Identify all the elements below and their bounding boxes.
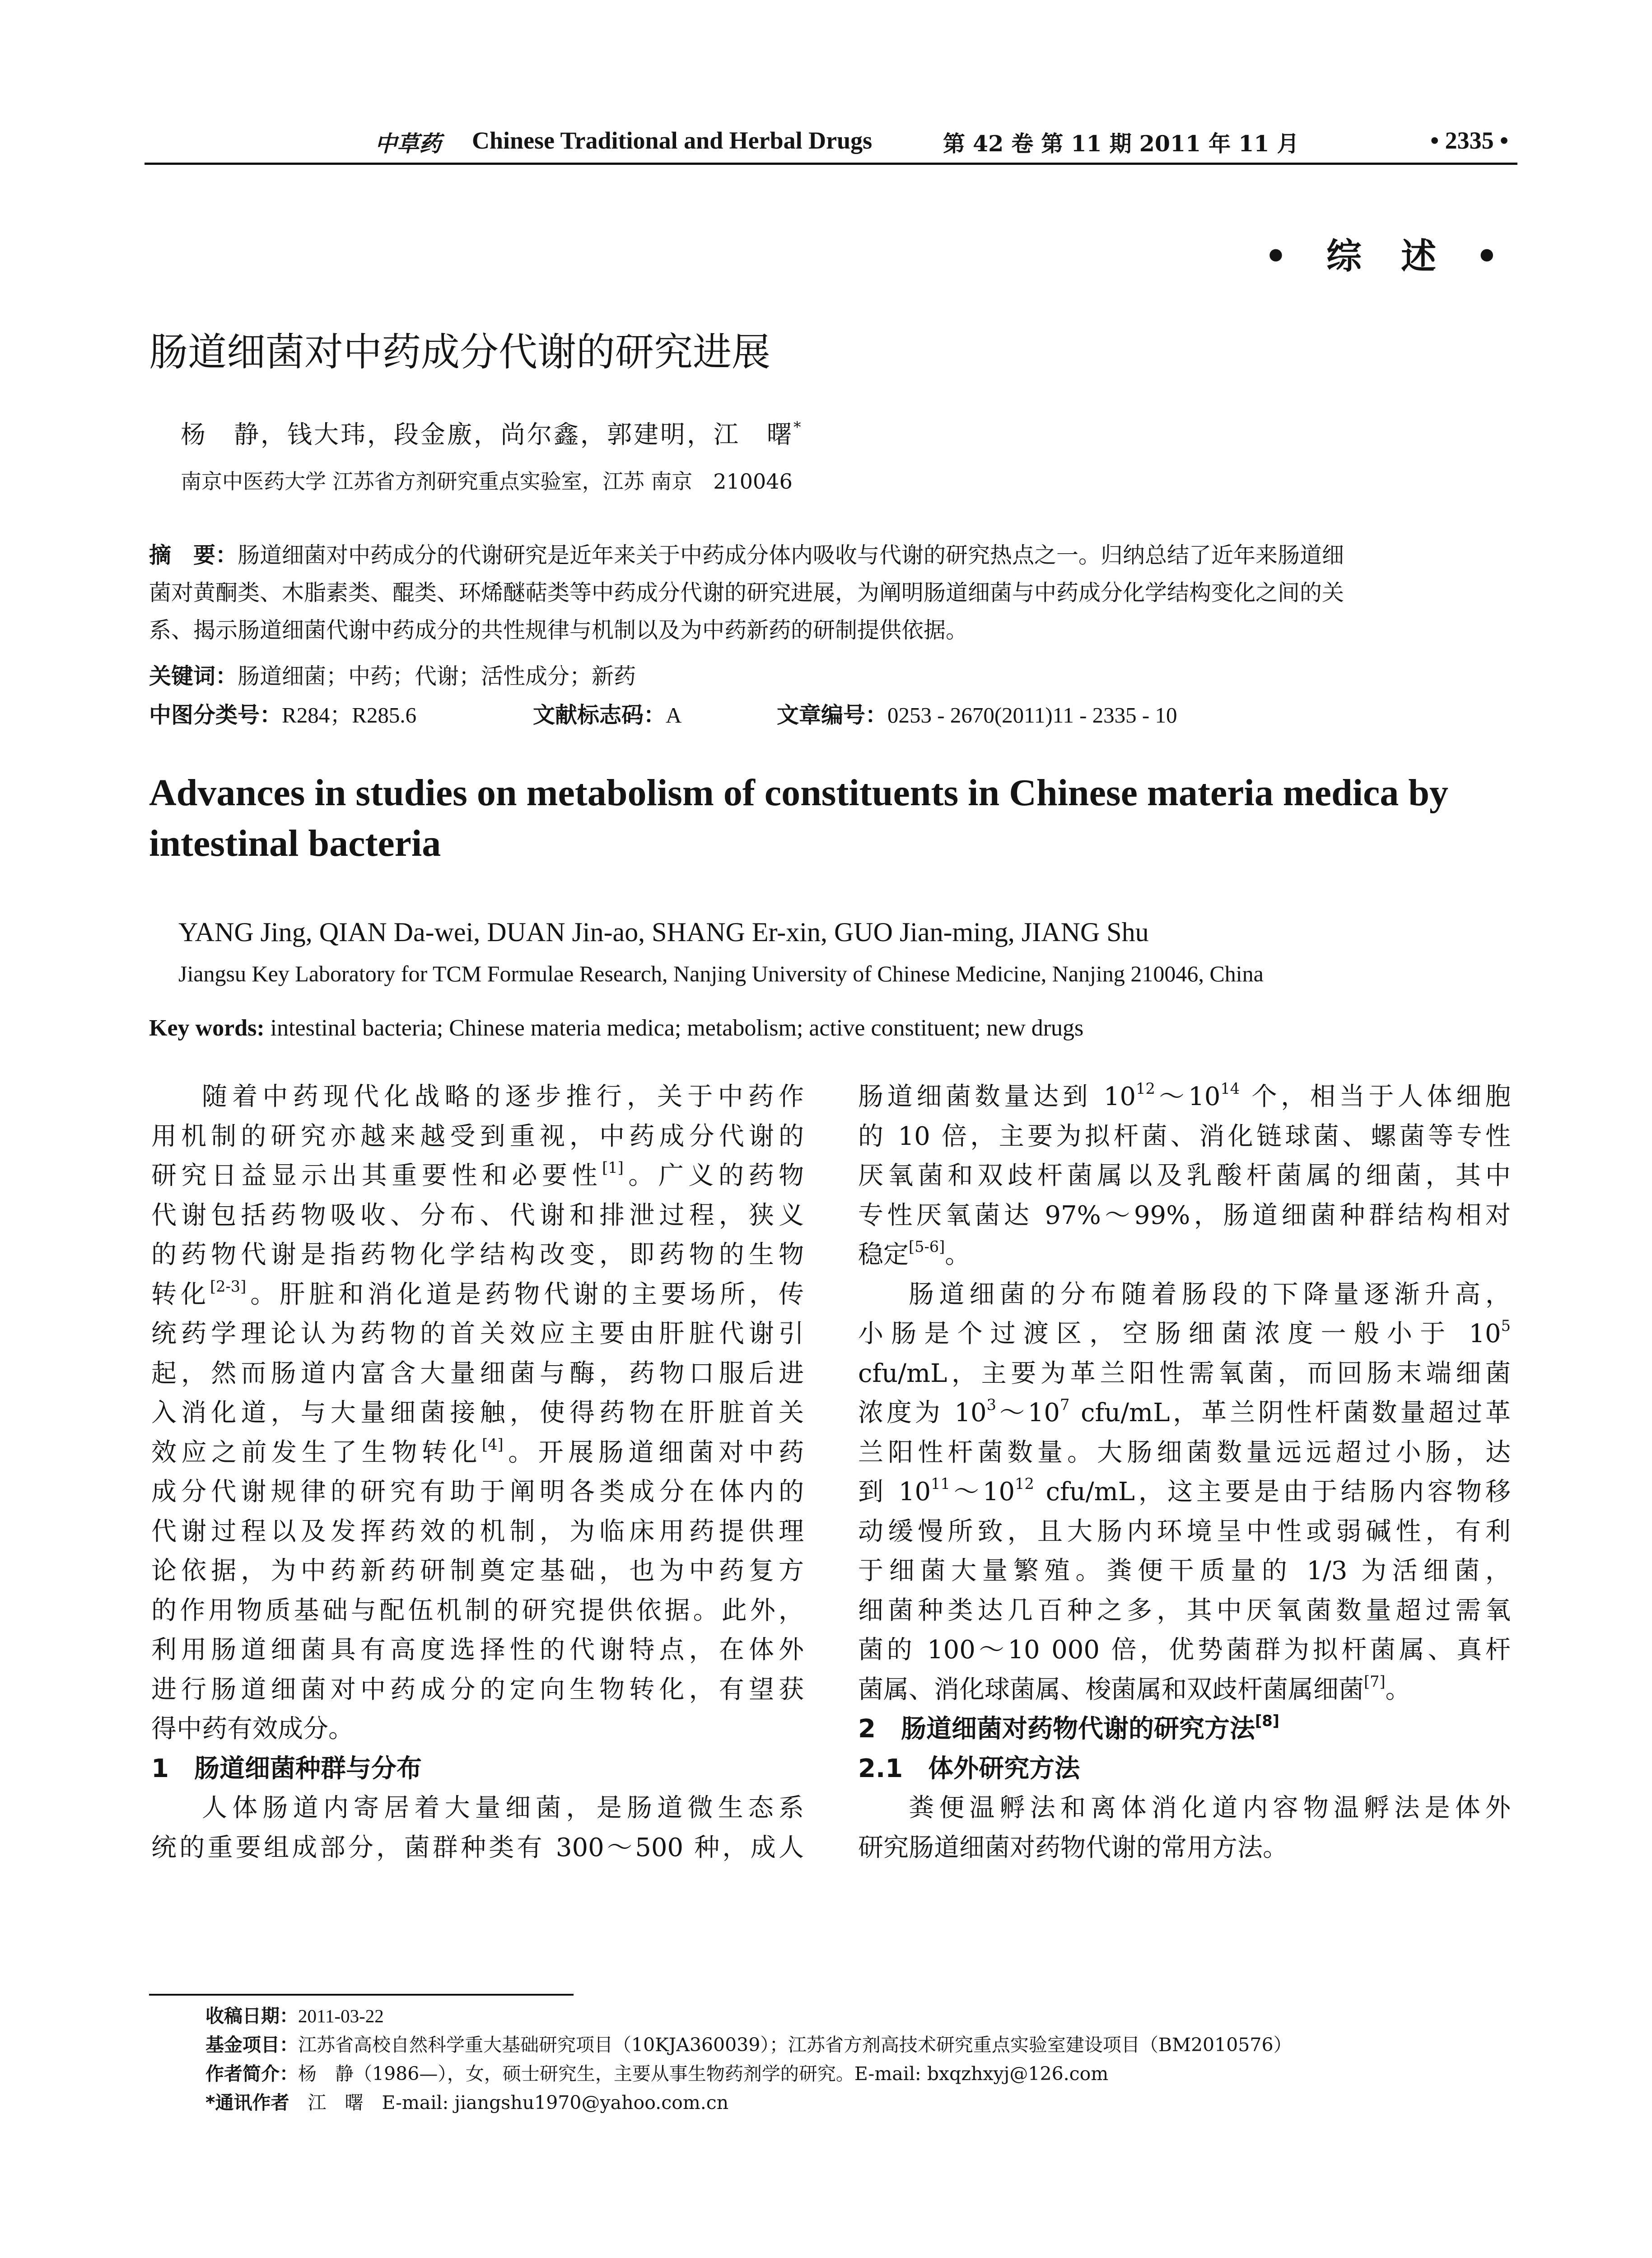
body-line: 用机制的研究亦越来越受到重视，中药成分代谢的 <box>151 1121 804 1151</box>
body-line: 入消化道，与大量细菌接触，使得药物在肝脏首关 <box>151 1398 804 1428</box>
body-line: 稳定[5-6]。 <box>858 1238 971 1269</box>
running-header <box>145 126 1517 163</box>
citation: [4] <box>481 1435 504 1453</box>
body-line: 细菌种类达几百种之多，其中厌氧菌数量超过需氧 <box>858 1596 1511 1625</box>
body-line: 统的重要组成部分，菌群种类有 300～500 种，成人 <box>151 1833 804 1862</box>
body-line: 起，然而肠道内富含大量细菌与酶，药物口服后进 <box>151 1358 804 1388</box>
body-line: 代谢过程以及发挥药效的机制，为临床用药提供理 <box>151 1516 804 1546</box>
body-line: 论依据，为中药新药研制奠定基础，也为中药复方 <box>151 1556 804 1586</box>
article-number: 文章编号：0253 - 2670(2011)11 - 2335 - 10 <box>777 702 1177 728</box>
issue-info: 第 42 卷 第 11 期 2011 年 11 月 <box>943 131 1299 157</box>
body-line: 的药物代谢是指药物化学结构改变，即药物的生物 <box>151 1240 804 1269</box>
english-affiliation: Jiangsu Key Laboratory for TCM Formulae Research, Nanjing University of Chinese Medicine, Nanjing 210046, China <box>178 961 1264 986</box>
subsection-heading: 2.1 体外研究方法 <box>858 1754 1080 1783</box>
body-line: cfu/mL，主要为革兰阳性需氧菌，而回肠末端细菌 <box>858 1358 1511 1388</box>
chinese-affiliation: 南京中医药大学 江苏省方剂研究重点实验室，江苏 南京 210046 <box>181 469 793 494</box>
keywords <box>149 658 636 695</box>
english-authors: YANG Jing, QIAN Da-wei, DUAN Jin-ao, SHANG Er-xin, GUO Jian-ming, JIANG Shu <box>178 917 1149 947</box>
page-number: • 2335 • <box>1430 127 1508 154</box>
body-line: 随着中药现代化战略的逐步推行，关于中药作 <box>202 1082 804 1111</box>
body-line: 得中药有效成分。 <box>151 1714 354 1744</box>
citation: [1] <box>602 1159 624 1177</box>
citation: [5-6] <box>909 1238 945 1256</box>
english-keywords-text: intestinal bacteria; Chinese materia medica; metabolism; active constituent; new drugs <box>270 1015 1084 1041</box>
body-line: 菌属、消化球菌属、梭菌属和双歧杆菌属细菌[7]。 <box>858 1672 1411 1704</box>
body-line: 人体肠道内寄居着大量细菌，是肠道微生态系 <box>202 1793 804 1823</box>
body-line: 动缓慢所致，且大肠内环境呈中性或弱碱性，有利 <box>858 1516 1511 1546</box>
footnote-fund: 基金项目：江苏省高校自然科学重大基础研究项目（10KJA360039）；江苏省方剂高技术研究重点实验室建设项目（BM2010576） <box>205 2034 1292 2056</box>
body-line: 统药学理论认为药物的首关效应主要由肝脏代谢引 <box>151 1319 804 1348</box>
body-line: 兰阳性杆菌数量。大肠细菌数量远远超过小肠，达 <box>858 1437 1511 1467</box>
footnote-received: 收稿日期：2011-03-22 <box>205 2005 384 2027</box>
journal-name-cn: 中草药 <box>375 131 442 157</box>
keywords-label: 关键词： <box>149 663 238 689</box>
header-rule <box>145 163 1517 165</box>
journal-name-en: Chinese Traditional and Herbal Drugs <box>472 127 873 154</box>
clc-number: 中图分类号：R284；R285.6 <box>149 702 417 728</box>
footnotes <box>205 2001 1292 2117</box>
body-line: 菌的 100～10 000 倍，优势菌群为拟杆菌属、真杆 <box>858 1635 1511 1665</box>
body-line: 到 $10^{11}\sim 10^{12}$ cfu/mL，这主要是由于结肠内容物移 <box>858 1475 1511 1507</box>
body-line: 研究肠道细菌对药物代谢的常用方法。 <box>858 1833 1288 1862</box>
english-keywords-label: Key words: <box>149 1015 265 1041</box>
abstract-label: 摘 要： <box>149 542 238 568</box>
section-heading: 2 肠道细菌对药物代谢的研究方法[8] <box>858 1712 1280 1744</box>
body-line: 的作用物质基础与配伍机制的研究提供依据。此外， <box>151 1596 804 1625</box>
section-tag: • 综 述 • <box>1265 236 1512 277</box>
body-line: 效应之前发生了生物转化[4]。开展肠道细菌对中药 <box>151 1435 804 1467</box>
chinese-authors <box>181 415 803 450</box>
abstract-line: 系、揭示肠道细菌代谢中药成分的共性规律与机制以及为中药新药的研制提供依据。 <box>149 617 968 643</box>
body-line: 进行肠道细菌对中药成分的定向生物转化，有望获 <box>151 1675 804 1704</box>
document-code: 文献标志码：A <box>533 702 682 728</box>
body-line: 的 10 倍，主要为拟杆菌、消化链球菌、螺菌等专性 <box>858 1121 1511 1151</box>
body-line: 肠道细菌的分布随着肠段的下降量逐渐升高， <box>909 1279 1511 1309</box>
citation: [7] <box>1364 1672 1386 1690</box>
right-column <box>858 1077 1511 1867</box>
chinese-title: 肠道细菌对中药成分代谢的研究进展 <box>149 330 770 375</box>
footnote-rule <box>149 1994 574 1996</box>
body-line: 代谢包括药物吸收、分布、代谢和排泄过程，狭义 <box>151 1200 804 1230</box>
citation: [8] <box>1255 1712 1280 1730</box>
footnote-author: 作者简介：杨 静（1986—），女，硕士研究生，主要从事生物药剂学的研究。E-mail: bxqzhxyj@126.com <box>205 2063 1109 2085</box>
body-line: 利用肠道细菌具有高度选择性的代谢特点，在体外 <box>151 1635 804 1665</box>
body-line: 专性厌氧菌达 97%～99%，肠道细菌种群结构相对 <box>858 1200 1511 1230</box>
body-line: 于细菌大量繁殖。粪便干质量的 1/3 为活细菌， <box>858 1556 1511 1586</box>
abstract-line: 摘 要：肠道细菌对中药成分的代谢研究是近年来关于中药成分体内吸收与代谢的研究热点之一。归纳总结了近年来肠道细 <box>149 542 1344 568</box>
citation: [2-3] <box>210 1277 247 1295</box>
section-heading: 1 肠道细菌种群与分布 <box>151 1754 422 1783</box>
left-column <box>151 1077 804 1867</box>
keywords-text: 肠道细菌；中药；代谢；活性成分；新药 <box>238 663 636 689</box>
body-line: 厌氧菌和双歧杆菌属以及乳酸杆菌属的细菌，其中 <box>858 1161 1511 1190</box>
body-line: 肠道细菌数量达到 $10^{12}\sim 10^{14}$ 个，相当于人体细胞 <box>858 1080 1511 1111</box>
body-line: 粪便温孵法和离体消化道内容物温孵法是体外 <box>909 1793 1511 1823</box>
abstract <box>149 537 1522 649</box>
classification-line <box>149 698 1522 734</box>
body-line: 成分代谢规律的研究有助于阐明各类成分在体内的 <box>151 1477 804 1507</box>
body-line: 小肠是个过渡区，空肠细菌浓度一般小于 $10^5$ <box>858 1317 1511 1348</box>
abstract-line: 菌对黄酮类、木脂素类、醌类、环烯醚萜类等中药成分代谢的研究进展，为阐明肠道细菌与中药成分化学结构变化之间的关 <box>149 580 1344 606</box>
english-title: Advances in studies on metabolism of constituents in Chinese materia medica by intestinal bacteria <box>149 772 1449 864</box>
footnote-corresponding: *通讯作者 江 曙 E-mail: jiangshu1970@yahoo.com.cn <box>205 2092 729 2113</box>
body-line: 研究日益显示出其重要性和必要性[1]。广义的药物 <box>151 1159 804 1190</box>
body-line: 转化[2-3]。肝脏和消化道是药物代谢的主要场所，传 <box>151 1277 804 1309</box>
chinese-author-list: 杨 静，钱大玮，段金廒，尚尔鑫，郭建明，江 曙 <box>181 420 794 449</box>
english-keywords <box>149 1015 1083 1041</box>
corresponding-author-mark: * <box>793 418 803 436</box>
body-line: 浓度为 $10^3\sim 10^7$ cfu/mL，革兰阴性杆菌数量超过革 <box>858 1396 1511 1428</box>
